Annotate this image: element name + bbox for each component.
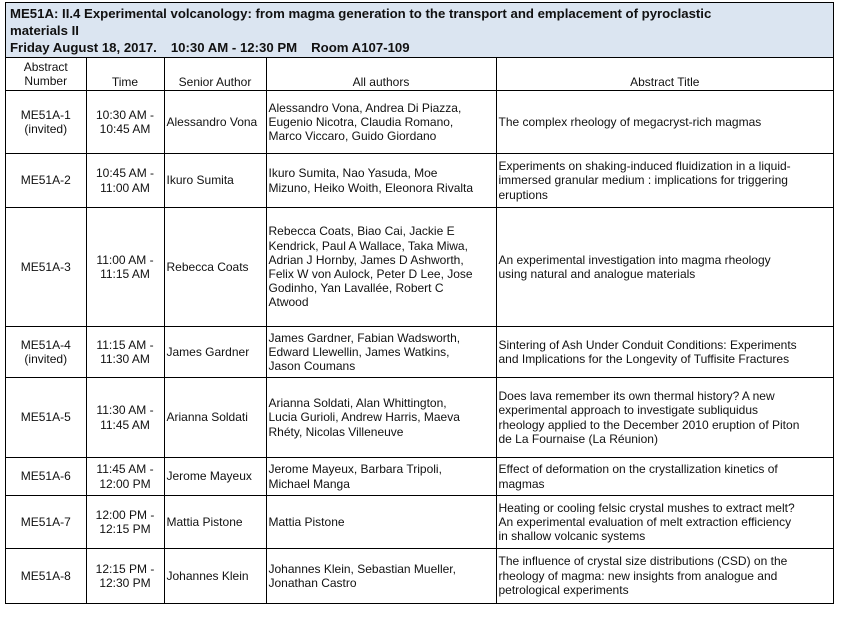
senior-author: Mattia Pistone <box>164 496 266 549</box>
col-abstract-title: Abstract Title <box>496 58 833 91</box>
time-slot: 10:30 AM - 10:45 AM <box>86 91 164 154</box>
abstract-title: Effect of deformation on the crystallization kinetics of magmas <box>496 458 833 496</box>
table-row <box>6 496 833 549</box>
session-dateline <box>10 39 829 56</box>
all-authors: Arianna Soldati, Alan Whittington, Lucia Gurioli, Andrew Harris, Maeva Rhéty, Nicolas Villeneuve <box>266 378 496 458</box>
abstract-title: Experiments on shaking-induced fluidization in a liquid- immersed granular medium : implications for triggering eruptions <box>496 154 833 208</box>
session-room: Room A107-109 <box>311 40 410 55</box>
session-title-line1: ME51A: II.4 Experimental volcanology: from magma generation to the transport and emplacement of pyroclastic <box>10 6 712 21</box>
table-row <box>6 91 833 154</box>
senior-author: Johannes Klein <box>164 549 266 603</box>
schedule-rows <box>6 91 833 603</box>
time-slot: 10:45 AM - 11:00 AM <box>86 154 164 208</box>
abstract-title: Heating or cooling felsic crystal mushes to extract melt? An experimental evaluation of melt extraction efficiency in shallow volcanic systems <box>496 496 833 549</box>
senior-author: Arianna Soldati <box>164 378 266 458</box>
all-authors: Jerome Mayeux, Barbara Tripoli, Michael Manga <box>266 458 496 496</box>
all-authors: Mattia Pistone <box>266 496 496 549</box>
abstract-number: ME51A-3 <box>6 208 86 327</box>
abstract-number: ME51A-2 <box>6 154 86 208</box>
table-row <box>6 549 833 603</box>
abstract-number: ME51A-8 <box>6 549 86 603</box>
session-header <box>6 3 833 58</box>
senior-author: Rebecca Coats <box>164 208 266 327</box>
abstract-title: Does lava remember its own thermal history? A new experimental approach to investigate subliquidus rheology applied to the December 2010 eruption of Piton de La Fournaise (La Réunion) <box>496 378 833 458</box>
abstract-number: ME51A-5 <box>6 378 86 458</box>
abstract-number: ME51A-1 (invited) <box>6 91 86 154</box>
time-slot: 11:45 AM - 12:00 PM <box>86 458 164 496</box>
col-abstract-number: Abstract Number <box>6 58 86 91</box>
time-slot: 12:15 PM - 12:30 PM <box>86 549 164 603</box>
table-row <box>6 378 833 458</box>
abstract-number: ME51A-4 (invited) <box>6 327 86 378</box>
table-row <box>6 458 833 496</box>
all-authors: James Gardner, Fabian Wadsworth, Edward Llewellin, James Watkins, Jason Coumans <box>266 327 496 378</box>
abstract-title: The influence of crystal size distributions (CSD) on the rheology of magma: new insights from analogue and petrological experiments <box>496 549 833 603</box>
table-header-row <box>6 58 833 91</box>
senior-author: Ikuro Sumita <box>164 154 266 208</box>
time-slot: 11:00 AM - 11:15 AM <box>86 208 164 327</box>
abstract-title: An experimental investigation into magma rheology using natural and analogue materials <box>496 208 833 327</box>
session-title-line2: materials II <box>10 23 79 38</box>
time-slot: 11:30 AM - 11:45 AM <box>86 378 164 458</box>
col-all-authors: All authors <box>266 58 496 91</box>
senior-author: James Gardner <box>164 327 266 378</box>
schedule-table <box>6 58 833 603</box>
abstract-number: ME51A-6 <box>6 458 86 496</box>
abstract-title: The complex rheology of megacryst-rich magmas <box>496 91 833 154</box>
senior-author: Alessandro Vona <box>164 91 266 154</box>
session-date: Friday August 18, 2017. <box>10 40 157 55</box>
table-row <box>6 208 833 327</box>
all-authors: Ikuro Sumita, Nao Yasuda, Moe Mizuno, Heiko Woith, Eleonora Rivalta <box>266 154 496 208</box>
table-row <box>6 327 833 378</box>
abstract-number: ME51A-7 <box>6 496 86 549</box>
session-time: 10:30 AM - 12:30 PM <box>170 40 298 55</box>
all-authors: Johannes Klein, Sebastian Mueller, Jonathan Castro <box>266 549 496 603</box>
table-row <box>6 154 833 208</box>
col-senior-author: Senior Author <box>164 58 266 91</box>
time-slot: 12:00 PM - 12:15 PM <box>86 496 164 549</box>
all-authors: Rebecca Coats, Biao Cai, Jackie E Kendrick, Paul A Wallace, Taka Miwa, Adrian J Hornby, James D Ashworth, Felix W von Aulock, Peter D Lee, Jose Godinho, Yan Lavallée, Robert C Atwood <box>266 208 496 327</box>
all-authors: Alessandro Vona, Andrea Di Piazza, Eugenio Nicotra, Claudia Romano, Marco Viccaro, Guido Giordano <box>266 91 496 154</box>
session-sheet <box>5 2 834 604</box>
col-time: Time <box>86 58 164 91</box>
abstract-title: Sintering of Ash Under Conduit Conditions: Experiments and Implications for the Longevity of Tuffisite Fractures <box>496 327 833 378</box>
time-slot: 11:15 AM - 11:30 AM <box>86 327 164 378</box>
senior-author: Jerome Mayeux <box>164 458 266 496</box>
